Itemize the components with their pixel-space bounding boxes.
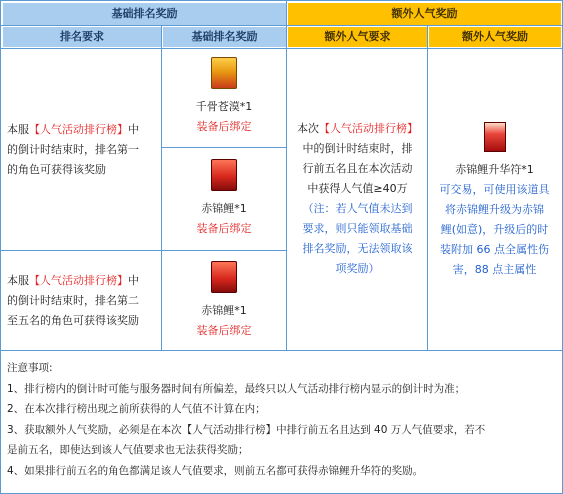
bind-status: 装备后绑定 (196, 222, 252, 235)
notes-title: 注意事项: (7, 362, 53, 374)
col-header-extra-reward: 额外人气奖励 (429, 27, 561, 47)
header-extra-popularity-reward: 额外人气奖励 (288, 3, 561, 25)
notes-section (7, 358, 559, 481)
col-header-base-reward: 基础排名奖励 (163, 27, 286, 47)
extra-requirement-text: 本次【人气活动排行榜】 中的倒计时结束时，排 行前五名且在本次活动 中获得人气值≥40万 （注：若人气值未达到 要求，则只能领取基础 排名奖励，无法领取该 项奖励） (297, 122, 418, 275)
reward-name: 千骨苍漠*1 (195, 100, 253, 113)
note-item: 是前五名，即使达到该人气值要求也无法获得奖励； (7, 444, 249, 456)
extra-reward-name: 赤锦鲤升华符*1 (455, 163, 534, 176)
note-item: 2、在本次排行榜出现之前所获得的人气值不计算在内； (7, 403, 266, 415)
header-base-rank-reward: 基础排名奖励 (3, 3, 286, 25)
robe-red-icon (211, 159, 237, 191)
col-header-rank-requirement: 排名要求 (3, 27, 161, 47)
note-item: 4、如果排行前五名的角色都满足该人气值要求，则前五名都可获得赤锦鲤升华符的奖励。 (7, 464, 424, 477)
scroll-icon (484, 122, 506, 152)
reward-item-qiangu (162, 57, 286, 137)
bind-status: 装备后绑定 (196, 120, 252, 133)
note-item: 3、获取额外人气奖励，必须是在本次【人气活动排行榜】中排行前五名且达到 40 万人气值要求，若不 (7, 423, 486, 436)
robe-red-icon (211, 261, 237, 293)
reward-name: 赤锦鲤*1 (201, 202, 247, 215)
robe-gold-icon (211, 57, 237, 89)
reward-name: 赤锦鲤*1 (201, 304, 247, 317)
rank-second-to-fifth-description: 本服【人气活动排行榜】中 的倒计时结束时，排名第二 至五名的角色可获得该奖励 (7, 274, 139, 327)
bind-status: 装备后绑定 (196, 324, 252, 337)
col-header-extra-requirement: 额外人气要求 (288, 27, 427, 47)
note-item: 1、排行榜内的倒计时可能与服务器时间有所偏差，最终只以人气活动排行榜内显示的倒计时为准； (7, 382, 466, 395)
reward-item-chijinli-2 (162, 261, 286, 341)
reward-item-chijinli-1 (162, 159, 286, 239)
rank-first-description: 本服【人气活动排行榜】中 的倒计时结束时，排名第一 的角色可获得该奖励 (7, 123, 139, 176)
extra-reward-item: 赤锦鲤升华符*1 可交易，可使用该道具 将赤锦鲤升级为赤锦 鲤(如意)，升级后的时 装附加 66 点全属性伤 害，88 点主属性 (428, 122, 561, 280)
